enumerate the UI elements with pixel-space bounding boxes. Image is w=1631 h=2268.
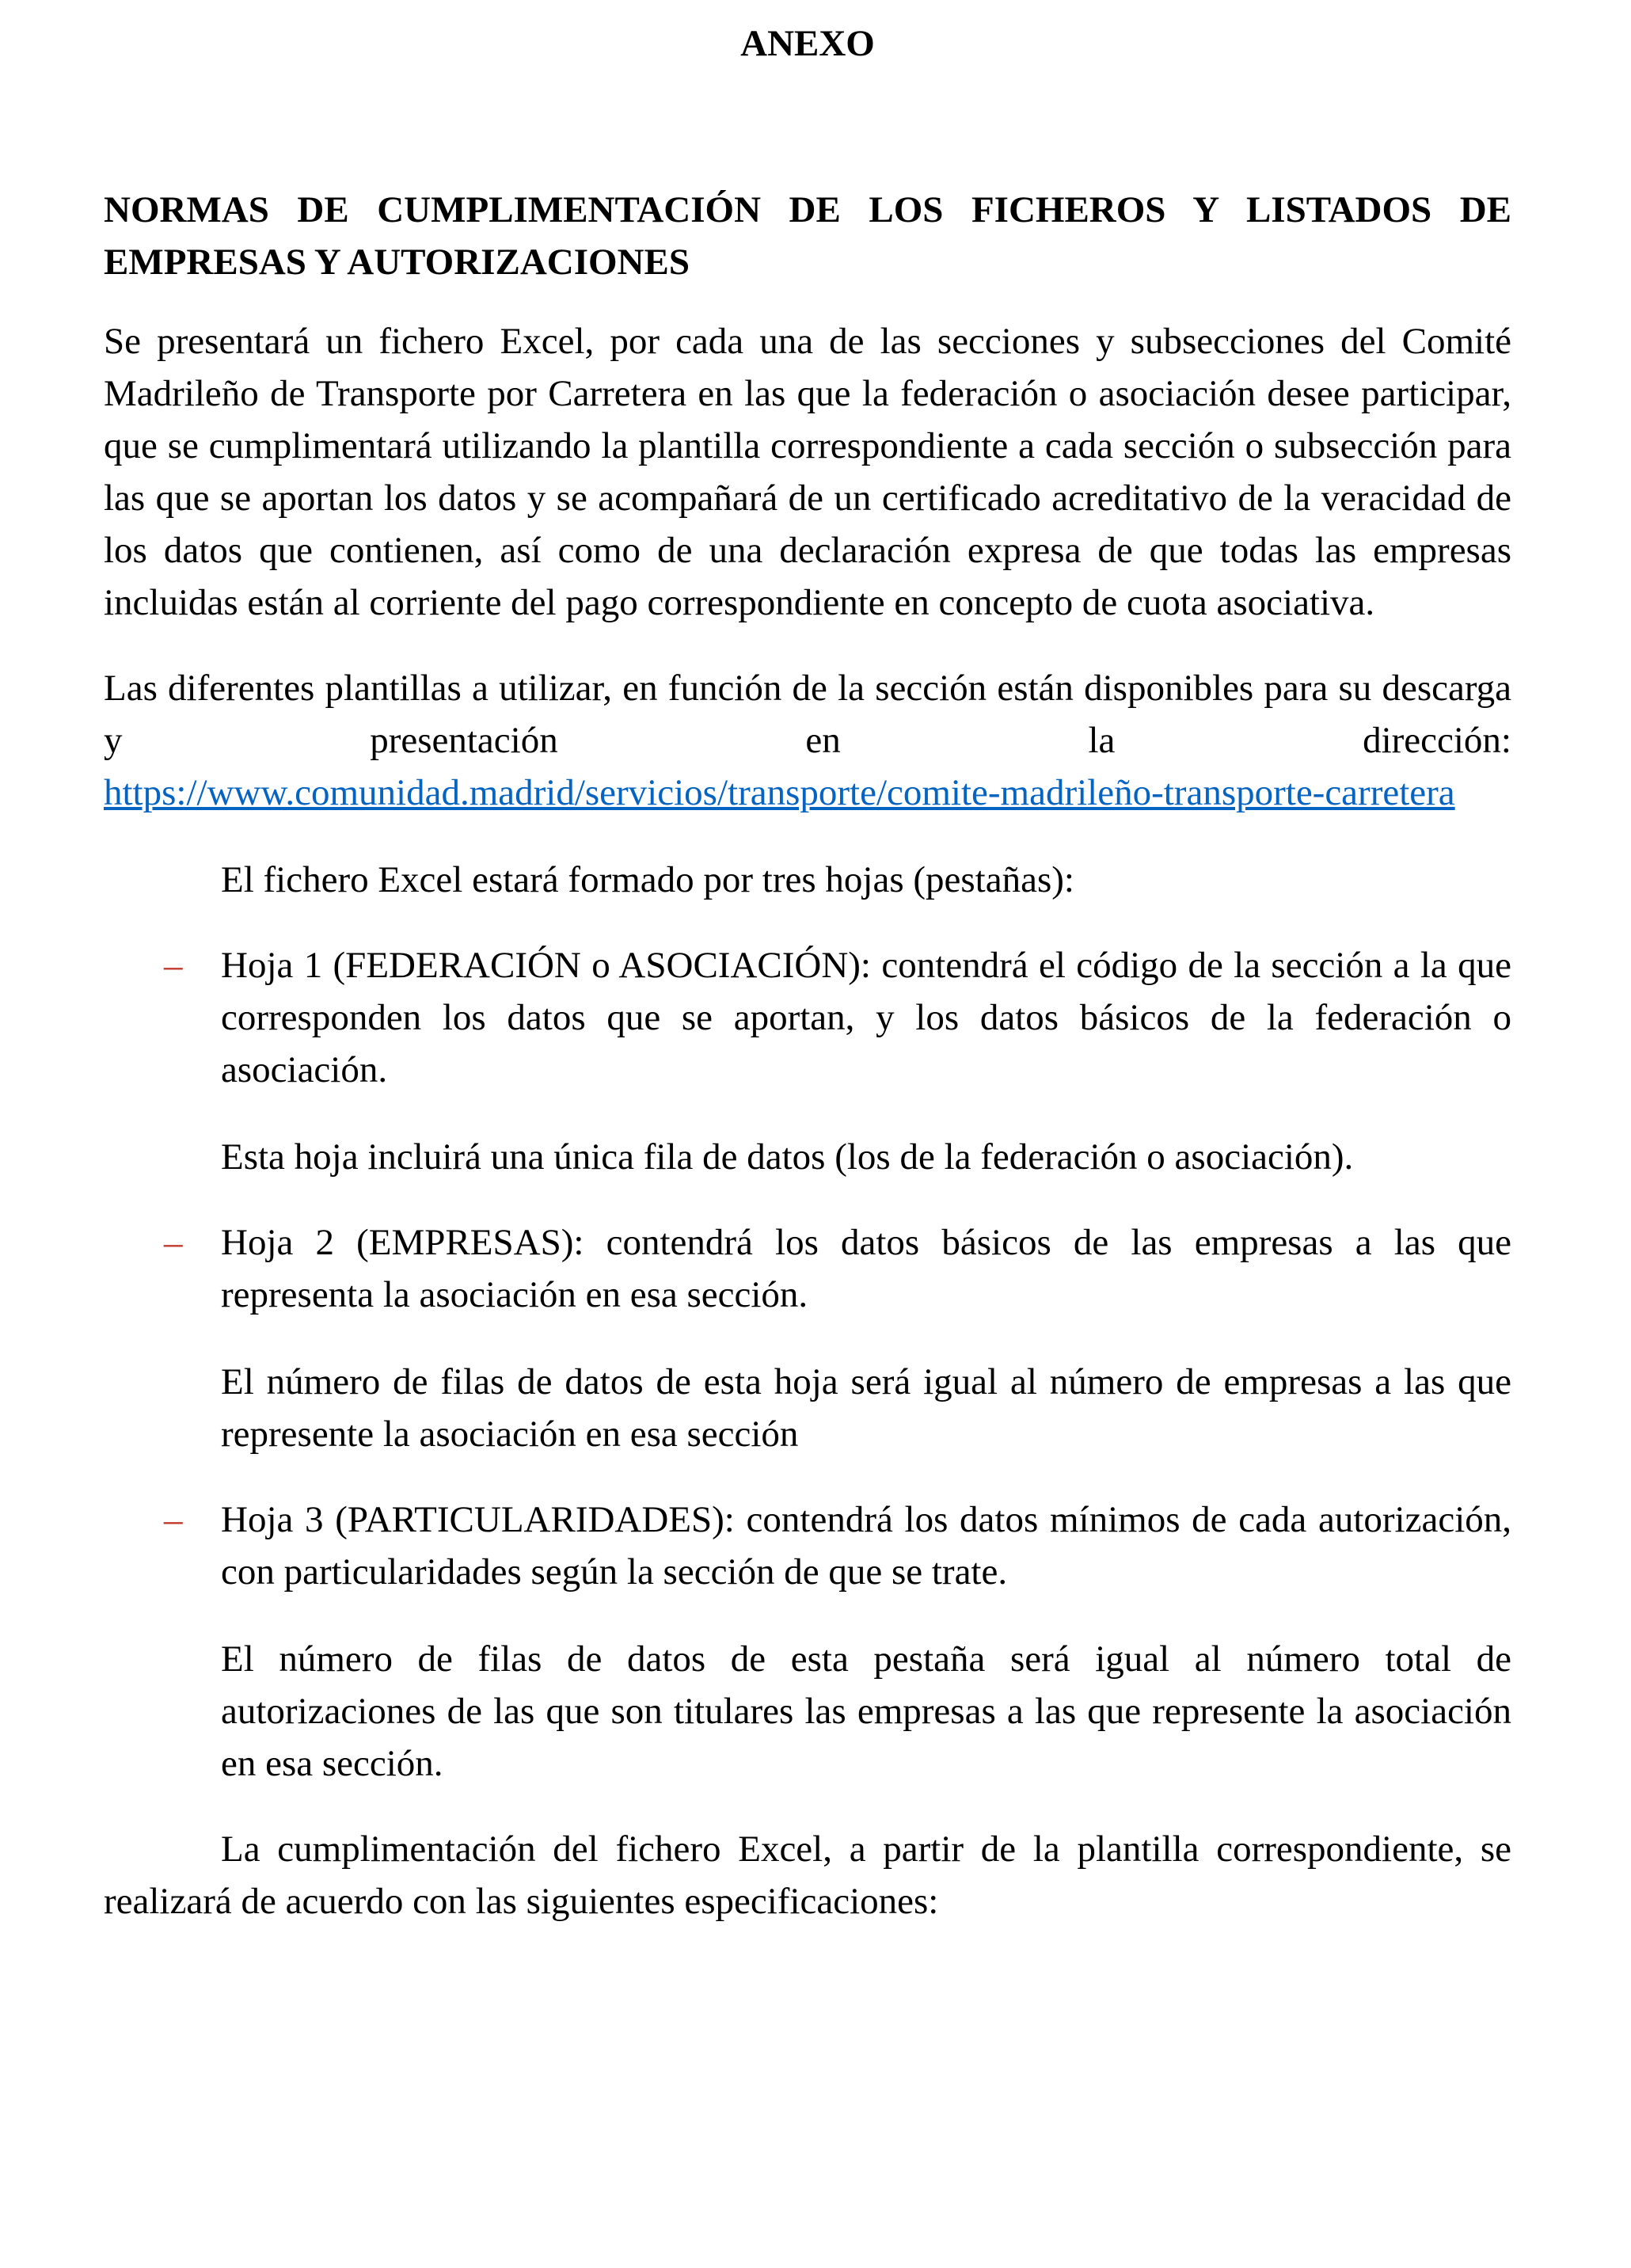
templates-link[interactable]: https://www.comunidad.madrid/servicios/transporte/comite-madrileño-transporte-carretera xyxy=(104,772,1455,813)
bullet-dash-icon: – xyxy=(164,945,183,986)
list-item-sheet-1 xyxy=(104,939,1511,1096)
section-heading: NORMAS DE CUMPLIMENTACIÓN DE LOS FICHEROS Y LISTADOS DE EMPRESAS Y AUTORIZACIONES xyxy=(104,189,1511,283)
paragraph-templates xyxy=(104,662,1511,819)
list-item-text: Hoja 3 (PARTICULARIDADES): contendrá los datos mínimos de cada autorización, con particularidades según la sección de que se trate. xyxy=(221,1499,1511,1593)
bullet-dash-icon: – xyxy=(164,1499,183,1540)
list-item-sheet-2 xyxy=(104,1216,1511,1321)
list-item-note: El número de filas de datos de esta pestaña será igual al número total de autorizaciones de las que son titulares las empresas a las que represente la asociación en esa sección. xyxy=(221,1638,1511,1784)
paragraph-templates-text: Las diferentes plantillas a utilizar, en función de la sección están disponibles para su descarga y presentación en la dirección: xyxy=(104,668,1511,761)
paragraph-specifications: La cumplimentación del fichero Excel, a partir de la plantilla correspondiente, se realizará de acuerdo con las siguientes especificaciones: xyxy=(104,1828,1511,1922)
page-title: ANEXO xyxy=(740,23,875,64)
list-item-sheet-3 xyxy=(104,1494,1511,1598)
list-item-note: Esta hoja incluirá una única fila de datos (los de la federación o asociación). xyxy=(221,1136,1354,1178)
paragraph-intro: Se presentará un fichero Excel, por cada una de las secciones y subsecciones del Comité Madrileño de Transporte por Carretera en las que la federación o asociación desee participar, que se cumplimentará utilizando la plantilla correspondiente a cada sección o subsección para las que se aportan los datos y se acompañará de un certificado acreditativo de la veracidad de los datos que contienen, así como de una declaración expresa de que todas las empresas incluidas están al corriente del pago correspondiente en concepto de cuota asociativa. xyxy=(104,321,1511,623)
list-item-text: Hoja 2 (EMPRESAS): contendrá los datos básicos de las empresas a las que representa la asociación en esa sección. xyxy=(221,1222,1511,1315)
sheets-intro: El fichero Excel estará formado por tres hojas (pestañas): xyxy=(221,859,1074,900)
document-page xyxy=(104,17,1511,1927)
list-item-note: El número de filas de datos de esta hoja será igual al número de empresas a las que represente la asociación en esa sección xyxy=(221,1361,1511,1455)
list-item-text: Hoja 1 (FEDERACIÓN o ASOCIACIÓN): contendrá el código de la sección a la que corresponden los datos que se aportan, y los datos básicos de la federación o asociación. xyxy=(221,945,1511,1090)
bullet-dash-icon: – xyxy=(164,1222,183,1263)
